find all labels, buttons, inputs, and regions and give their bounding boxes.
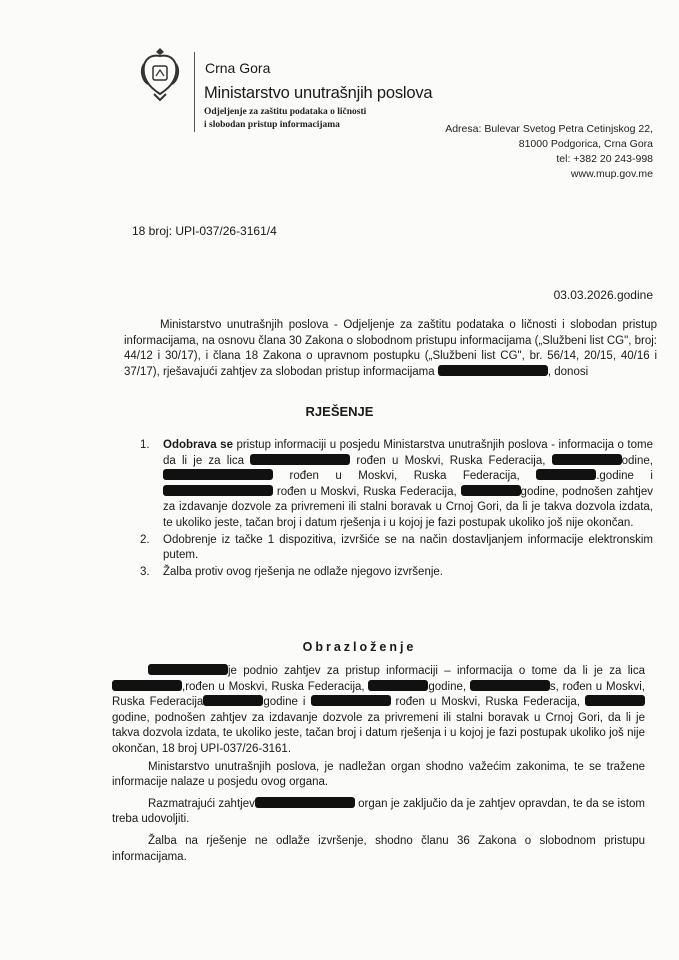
reasoning-paragraph-3 [112,797,645,828]
text: godine, podnošen zahtjev za izdavanje dozvole za privremeni ili stalni boravak u Crnoj Gori, da li je takva dozvola izdata, te ukoliko jeste, tačan broj i datum rješenja i u kojoj je fazi postupak ukoliko još nije okončan, 18 broj UPI-037/26-3161. [112,711,645,755]
department-name [204,106,366,131]
redaction [552,454,622,465]
redaction [461,485,521,496]
item-text: odine, [621,454,653,467]
bold-lead: Odobrava se [163,439,233,451]
item-number: 3. [140,565,150,578]
item-number: 2. [140,533,150,546]
redaction [438,365,548,376]
redaction [255,797,355,808]
redaction [536,469,596,480]
text: ,rođen u Moskvi, Ruska Federacija, [182,680,369,693]
redaction [311,695,391,706]
department-line-2: i slobodan pristup informacijama [204,119,340,130]
text: s, rođen u Moskvi, Ruska Federacija [112,680,645,709]
intro-paragraph [124,318,657,380]
reasoning-paragraph-2: Ministarstvo unutrašnjih poslova, je nadležan organ shodno važećim zakonima, te se tražene informacije nalaze u posjedu ovog organa. [112,760,645,789]
item-text: godine, podnošen zahtjev za izdavanje dozvole za privremeni ili stalni boravak u Crnoj Gori, da li je takva dozvola izdata, te ukoliko jeste, tačan broj i datum rješenja i u kojoj je fazi postupak ukoliko još nije okončan. [163,485,653,529]
decision-item-2 [140,533,653,564]
decision-item-3 [140,565,653,581]
intro-text: Ministarstvo unutrašnjih poslova - Odjeljenje za zaštitu podataka o ličnosti i slobodan pristup informacijama, na osnovu člana 30 Zakona o slobodnom pristupu informacijama („Službeni list CG", broj: 44/12 i 30/17), i člana 18 Zakona o upravnom postupku („Službeni list CG", br. 56/14, 20/15, 40/16 i 37/17), rješavajući zahtjev za slobodan pristup informacijama [124,319,657,378]
redaction [470,680,550,691]
redaction [250,454,350,465]
department-line-1: Odjeljenje za zaštitu podataka o ličnosti [204,107,367,117]
redaction [203,695,263,706]
text: organ je zaključio da je zahtjev opravdan, te da se istom treba udovoljiti. [112,797,645,826]
item-text: rođen u Moskvi, Ruska Federacija, [273,470,537,483]
item-text: pristup informaciji u posjedu Ministarstva unutrašnjih poslova - informacija o tome da li je za lica [163,439,653,467]
redaction [163,469,273,480]
reasoning-heading: Obrazloženje [302,640,417,654]
item-text: rođen u Moskvi, Ruska Federacija, [273,485,461,498]
header-divider [194,52,195,132]
address-phone: tel: +382 20 243-998 [556,153,653,165]
address-block [445,122,653,182]
country-name: Crna Gora [205,60,271,76]
item-number: 1. [140,439,150,451]
reasoning-paragraph-4: Žalba na rješenje ne odlaže izvršenje, shodno članu 36 Zakona o slobodnom pristupu informacijama. [112,834,645,863]
redaction [112,680,182,691]
item-text: rođen u Moskvi, Ruska Federacija, [350,454,552,467]
text: rođen u Moskvi, Ruska Federacija, [390,696,585,709]
decision-list [140,438,653,581]
coat-of-arms-icon [140,46,180,102]
item-text: Žalba protiv ovog rješenja ne odlaže njegovo izvršenje. [163,565,443,578]
redaction [368,680,428,691]
reference-number: 18 broj: UPI-037/26-3161/4 [132,224,277,238]
decision-item-1 [140,438,653,532]
intro-ending: , donosi [547,365,589,378]
item-text: Odobrenje iz tačke 1 dispozitiva, izvršiće se na način dostavljanjem informacije elektronskim putem. [163,533,653,562]
text: Razmatrajući zahtjev [148,797,255,810]
item-text: .godine i [596,470,653,483]
reasoning-section [112,664,645,865]
decision-heading: RJEŠENJE [305,404,374,419]
redaction [585,695,645,706]
text: godine i [263,696,311,709]
text: godine, [428,680,470,693]
address-website: www.mup.gov.me [570,168,653,180]
redaction [148,664,228,675]
document-date: 03.03.2026.godine [553,288,653,302]
address-city: 81000 Podgorica, Crna Gora [518,138,653,150]
reasoning-paragraph-1 [112,664,645,758]
redaction [163,485,273,496]
text: je podnio zahtjev za pristup informaciji – informacija o tome da li je za lica [228,665,645,677]
ministry-name: Ministarstvo unutrašnjih poslova [204,84,433,102]
address-street: Adresa: Bulevar Svetog Petra Cetinjskog 22, [445,123,653,135]
